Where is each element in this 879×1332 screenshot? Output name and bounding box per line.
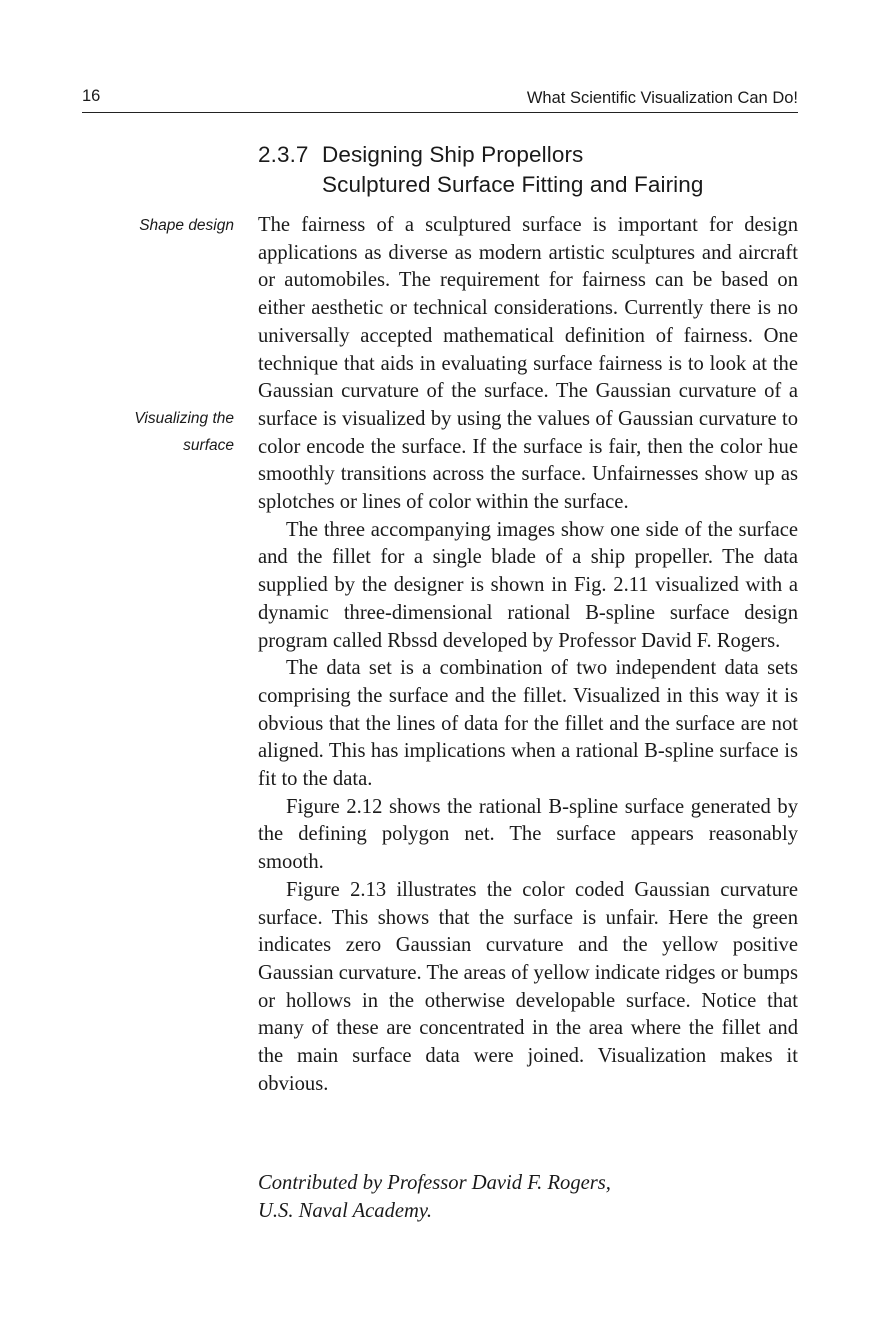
margin-note-shape-design: Shape design bbox=[139, 217, 234, 234]
margin-note-visualizing-line2: surface bbox=[183, 437, 234, 454]
section-heading bbox=[258, 140, 818, 200]
running-head: What Scientific Visualization Can Do! bbox=[526, 89, 798, 107]
credit-line1: Contributed by Professor David F. Rogers, bbox=[258, 1172, 611, 1194]
paragraph: Figure 2.13 illustrates the color coded Gaussian curvature surface. This shows that the surface is unfair. Here the green indicates zero Gaussian curvature and the yellow positive Gaussian curvature. The areas of yellow indicate ridges or bumps or hollows in the otherwise developable surface. Notice that many of these are concentrated in the area where the fillet and the main surface data were joined. Visualization makes it obvious. bbox=[258, 878, 798, 1095]
section-title-line1: Designing Ship Propellors bbox=[322, 142, 584, 167]
body-text bbox=[258, 212, 798, 1099]
contribution-credit bbox=[258, 1169, 798, 1225]
margin-note-visualizing-line1: Visualizing the bbox=[134, 410, 234, 427]
section-title-line2: Sculptured Surface Fitting and Fairing bbox=[322, 172, 704, 197]
paragraph: Figure 2.12 shows the rational B-spline surface generated by the defining polygon net. The surface appears reasonably smooth. bbox=[258, 795, 798, 874]
paragraph: The data set is a combination of two independent data sets comprising the surface and the fillet. Visualized in this way it is obvious that the lines of data for the fillet and the surface are not aligned. This has implications when a rational B-spline surface is fit to the data. bbox=[258, 657, 798, 791]
section-number: 2.3.7 bbox=[258, 142, 309, 167]
paragraph: The fairness of a sculptured surface is important for design applications as diverse as modern artistic sculptures and aircraft or automobiles. The requirement for fairness can be based on either aesthetic or technical considerations. Currently there is no universally accepted mathematical definition of fairness. One technique that aids in evaluating surface fairness is to look at the Gaussian curvature of the surface. The Gaussian curvature of a surface is visualized by using the values of Gaussian curvature to color encode the surface. If the surface is fair, then the color hue smoothly transitions across the surface. Unfairnesses show up as splotches or lines of color within the surface. bbox=[258, 214, 798, 514]
paragraph: The three accompanying images show one side of the surface and the fillet for a single blade of a ship propeller. The data supplied by the designer is shown in Fig. 2.11 visualized with a dynamic three-dimensional rational B-spline surface design program called Rbssd developed by Professor David F. Rogers. bbox=[258, 518, 798, 652]
page-number: 16 bbox=[82, 87, 101, 105]
page-header bbox=[82, 84, 798, 113]
credit-line2: U.S. Naval Academy. bbox=[258, 1200, 433, 1222]
